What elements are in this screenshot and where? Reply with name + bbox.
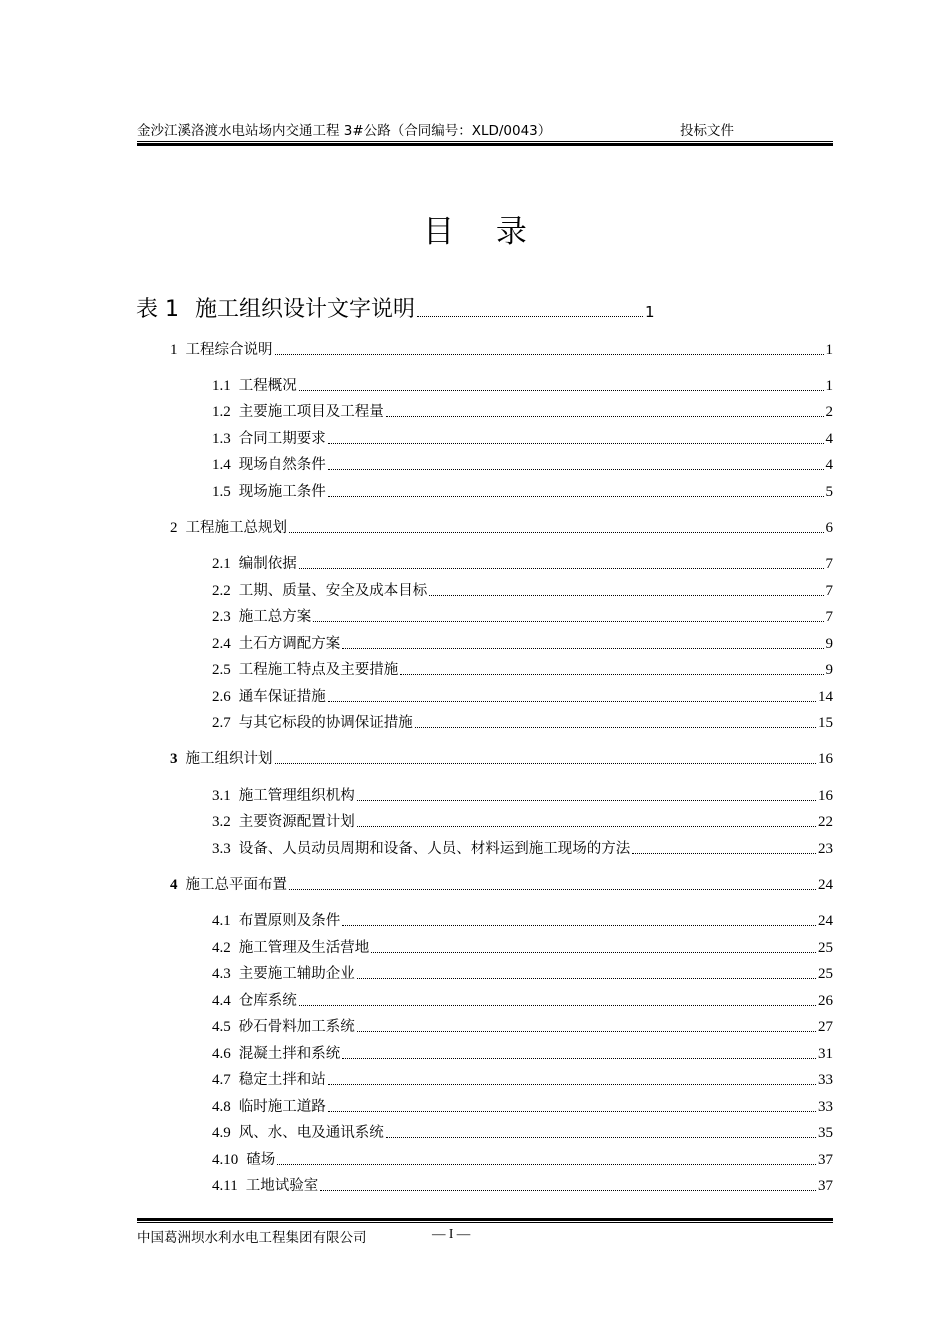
toc-entry-page: 1: [825, 378, 833, 394]
toc-entry-title: 工期、质量、安全及成本目标: [238, 583, 428, 599]
toc-entry-page: 25: [818, 940, 833, 956]
toc-entry-number: 2.2: [212, 583, 231, 599]
toc-entry-number: 4.6: [212, 1046, 231, 1062]
page-title: 目 录: [423, 214, 543, 250]
toc-entry-title: 临时施工道路: [238, 1099, 326, 1115]
dot-leader: [277, 1164, 816, 1165]
toc-entry-number: 4: [170, 877, 178, 893]
toc-entry-number: 1.1: [212, 378, 231, 394]
toc-entry-title: 施工组织计划: [185, 751, 273, 767]
dot-leader: [289, 889, 816, 890]
toc-entry-page: 7: [825, 583, 833, 599]
toc-entry-number: 4.9: [212, 1125, 231, 1141]
toc-entry-page: 4: [825, 431, 833, 447]
toc-entry-page: 31: [818, 1046, 833, 1062]
toc-entry-page: 22: [818, 814, 833, 830]
dot-leader: [342, 925, 816, 926]
toc-entry-title: 主要施工辅助企业: [238, 966, 355, 982]
toc-entry-page: 7: [825, 556, 833, 572]
toc-entry-page: 35: [818, 1125, 833, 1141]
toc-chapter-entry[interactable]: [170, 874, 833, 894]
toc-entry-page: 7: [825, 609, 833, 625]
toc-entry-number: 1: [170, 342, 178, 358]
dot-leader: [357, 826, 816, 827]
toc-entry-number: 2.5: [212, 662, 231, 678]
toc-entry-number: 2.3: [212, 609, 231, 625]
toc-subsection-entry[interactable]: [212, 990, 833, 1010]
toc-entry-page: 16: [818, 788, 833, 804]
toc-entry-number: 2.4: [212, 636, 231, 652]
section-label: 表 1: [136, 297, 179, 322]
toc-entry-page: 1: [825, 342, 833, 358]
toc-entry-title: 施工总平面布置: [185, 877, 287, 893]
dot-leader: [342, 1058, 816, 1059]
dot-leader: [328, 443, 824, 444]
toc-entry-page: 37: [818, 1178, 833, 1194]
toc-entry-number: 4.11: [212, 1178, 238, 1194]
dot-leader: [328, 1111, 816, 1112]
toc-subsection-entry[interactable]: [212, 481, 833, 501]
header-doc-type: 投标文件: [680, 123, 734, 139]
toc-entry-title: 现场施工条件: [238, 484, 326, 500]
section-page-number: 1: [645, 303, 655, 321]
toc-entry-number: 2: [170, 520, 178, 536]
toc-entry-title: 混凝土拌和系统: [238, 1046, 341, 1062]
toc-subsection-entry[interactable]: [212, 553, 833, 573]
header-rule-thin: [137, 141, 833, 142]
toc-subsection-entry[interactable]: [212, 1149, 833, 1169]
toc-entry-page: 14: [818, 689, 833, 705]
toc-section-heading[interactable]: [136, 293, 655, 323]
toc-subsection-entry[interactable]: [212, 580, 833, 600]
dot-leader: [275, 763, 817, 764]
toc-entry-title: 主要资源配置计划: [238, 814, 355, 830]
dot-leader: [299, 1005, 816, 1006]
toc-entry-page: 33: [818, 1099, 833, 1115]
toc-entry-title: 碴场: [246, 1152, 276, 1168]
toc-entry-title: 工程综合说明: [185, 342, 273, 358]
toc-entry-page: 5: [825, 484, 833, 500]
toc-entry-title: 编制依据: [238, 556, 297, 572]
toc-entry-page: 26: [818, 993, 833, 1009]
toc-subsection-entry[interactable]: [212, 401, 833, 421]
dot-leader: [328, 701, 816, 702]
toc-entry-title: 施工管理及生活营地: [238, 940, 370, 956]
toc-entry-number: 1.3: [212, 431, 231, 447]
dot-leader: [357, 978, 816, 979]
toc-entry-page: 4: [825, 457, 833, 473]
footer-rule-thin: [137, 1222, 833, 1223]
toc-entry-title: 施工总方案: [238, 609, 312, 625]
toc-entry-title: 施工管理组织机构: [238, 788, 355, 804]
dot-leader: [429, 595, 823, 596]
toc-entry-number: 4.1: [212, 913, 231, 929]
toc-entry-page: 2: [825, 404, 833, 420]
footer-page-number: — I —: [432, 1226, 471, 1241]
toc-entry-number: 4.10: [212, 1152, 239, 1168]
toc-entry-title: 与其它标段的协调保证措施: [238, 715, 413, 731]
dot-leader: [386, 416, 824, 417]
toc-entry-title: 工程概况: [238, 378, 297, 394]
toc-entry-title: 风、水、电及通讯系统: [238, 1125, 384, 1141]
toc-subsection-entry[interactable]: [212, 712, 833, 732]
dot-leader: [275, 354, 824, 355]
toc-entry-number: 3.2: [212, 814, 231, 830]
toc-entry-page: 6: [825, 520, 833, 536]
toc-entry-title: 现场自然条件: [238, 457, 326, 473]
toc-entry-title: 仓库系统: [238, 993, 297, 1009]
toc-subsection-entry[interactable]: [212, 1175, 833, 1195]
toc-entry-number: 4.4: [212, 993, 231, 1009]
toc-subsection-entry[interactable]: [212, 454, 833, 474]
toc-subsection-entry[interactable]: [212, 606, 833, 626]
toc-entry-number: 1.5: [212, 484, 231, 500]
dot-leader: [357, 1031, 816, 1032]
dot-leader: [313, 621, 823, 622]
toc-entry-number: 3.3: [212, 841, 231, 857]
dot-leader: [299, 390, 824, 391]
dot-leader: [328, 469, 824, 470]
toc-entry-title: 设备、人员动员周期和设备、人员、材料运到施工现场的方法: [238, 841, 631, 857]
toc-subsection-entry[interactable]: [212, 1069, 833, 1089]
toc-entry-number: 3: [170, 751, 178, 767]
toc-entry-page: 27: [818, 1019, 833, 1035]
toc-entry-number: 3.1: [212, 788, 231, 804]
dot-leader: [371, 952, 816, 953]
toc-entry-number: 2.7: [212, 715, 231, 731]
toc-entry-number: 2.6: [212, 689, 231, 705]
dot-leader: [415, 727, 816, 728]
dot-leader: [328, 496, 824, 497]
dot-leader: [328, 1084, 816, 1085]
dot-leader: [357, 800, 816, 801]
toc-entry-page: 24: [818, 913, 833, 929]
toc-chapter-entry[interactable]: [170, 517, 833, 537]
toc-entry-title: 砂石骨料加工系统: [238, 1019, 355, 1035]
toc-entry-number: 2.1: [212, 556, 231, 572]
toc-entry-title: 通车保证措施: [238, 689, 326, 705]
toc-entry-title: 布置原则及条件: [238, 913, 341, 929]
toc-entry-page: 24: [818, 877, 833, 893]
header-project-title: 金沙江溪洛渡水电站场内交通工程 3#公路（合同编号：XLD/0043）: [137, 123, 552, 139]
toc-subsection-entry[interactable]: [212, 633, 833, 653]
header-rule-thick: [137, 143, 833, 146]
toc-subsection-entry[interactable]: [212, 659, 833, 679]
toc-chapter-entry[interactable]: [170, 748, 833, 768]
toc-subsection-entry[interactable]: [212, 963, 833, 983]
dot-leader: [417, 316, 643, 317]
toc-entry-page: 37: [818, 1152, 833, 1168]
toc-entry-title: 合同工期要求: [238, 431, 326, 447]
toc-entry-title: 工程施工特点及主要措施: [238, 662, 399, 678]
toc-entry-number: 4.2: [212, 940, 231, 956]
toc-entry-page: 9: [825, 662, 833, 678]
toc-entry-page: 33: [818, 1072, 833, 1088]
toc-subsection-entry[interactable]: [212, 1016, 833, 1036]
footer-company: 中国葛洲坝水利水电工程集团有限公司: [137, 1230, 367, 1246]
dot-leader: [289, 532, 824, 533]
toc-subsection-entry[interactable]: [212, 910, 833, 930]
toc-entry-title: 稳定土拌和站: [238, 1072, 326, 1088]
toc-entry-title: 主要施工项目及工程量: [238, 404, 384, 420]
toc-subsection-entry[interactable]: [212, 375, 833, 395]
dot-leader: [400, 674, 823, 675]
toc-subsection-entry[interactable]: [212, 1043, 833, 1063]
toc-entry-page: 16: [818, 751, 833, 767]
toc-subsection-entry[interactable]: [212, 428, 833, 448]
footer-rule-thick: [137, 1218, 833, 1221]
toc-entry-number: 4.3: [212, 966, 231, 982]
dot-leader: [299, 568, 824, 569]
toc-entry-title: 工地试验室: [245, 1178, 319, 1194]
dot-leader: [320, 1190, 816, 1191]
toc-entry-page: 15: [818, 715, 833, 731]
toc-entry-page: 9: [825, 636, 833, 652]
toc-subsection-entry[interactable]: [212, 785, 833, 805]
toc-entry-page: 25: [818, 966, 833, 982]
page-header: [137, 119, 833, 139]
toc-entry-number: 4.8: [212, 1099, 231, 1115]
toc-entry-title: 工程施工总规划: [185, 520, 287, 536]
section-title: 施工组织设计文字说明: [195, 297, 416, 322]
toc-entry-title: 土石方调配方案: [238, 636, 341, 652]
toc-entry-number: 1.2: [212, 404, 231, 420]
toc-subsection-entry[interactable]: [212, 1096, 833, 1116]
toc-subsection-entry[interactable]: [212, 811, 833, 831]
toc-subsection-entry[interactable]: [212, 686, 833, 706]
toc-entry-number: 4.5: [212, 1019, 231, 1035]
dot-leader: [386, 1137, 816, 1138]
toc-subsection-entry[interactable]: [212, 838, 833, 858]
toc-subsection-entry[interactable]: [212, 1122, 833, 1142]
toc-chapter-entry[interactable]: [170, 339, 833, 359]
toc-subsection-entry[interactable]: [212, 937, 833, 957]
dot-leader: [632, 853, 816, 854]
toc-entry-number: 1.4: [212, 457, 231, 473]
toc-entry-page: 23: [818, 841, 833, 857]
dot-leader: [342, 648, 823, 649]
toc-entry-number: 4.7: [212, 1072, 231, 1088]
